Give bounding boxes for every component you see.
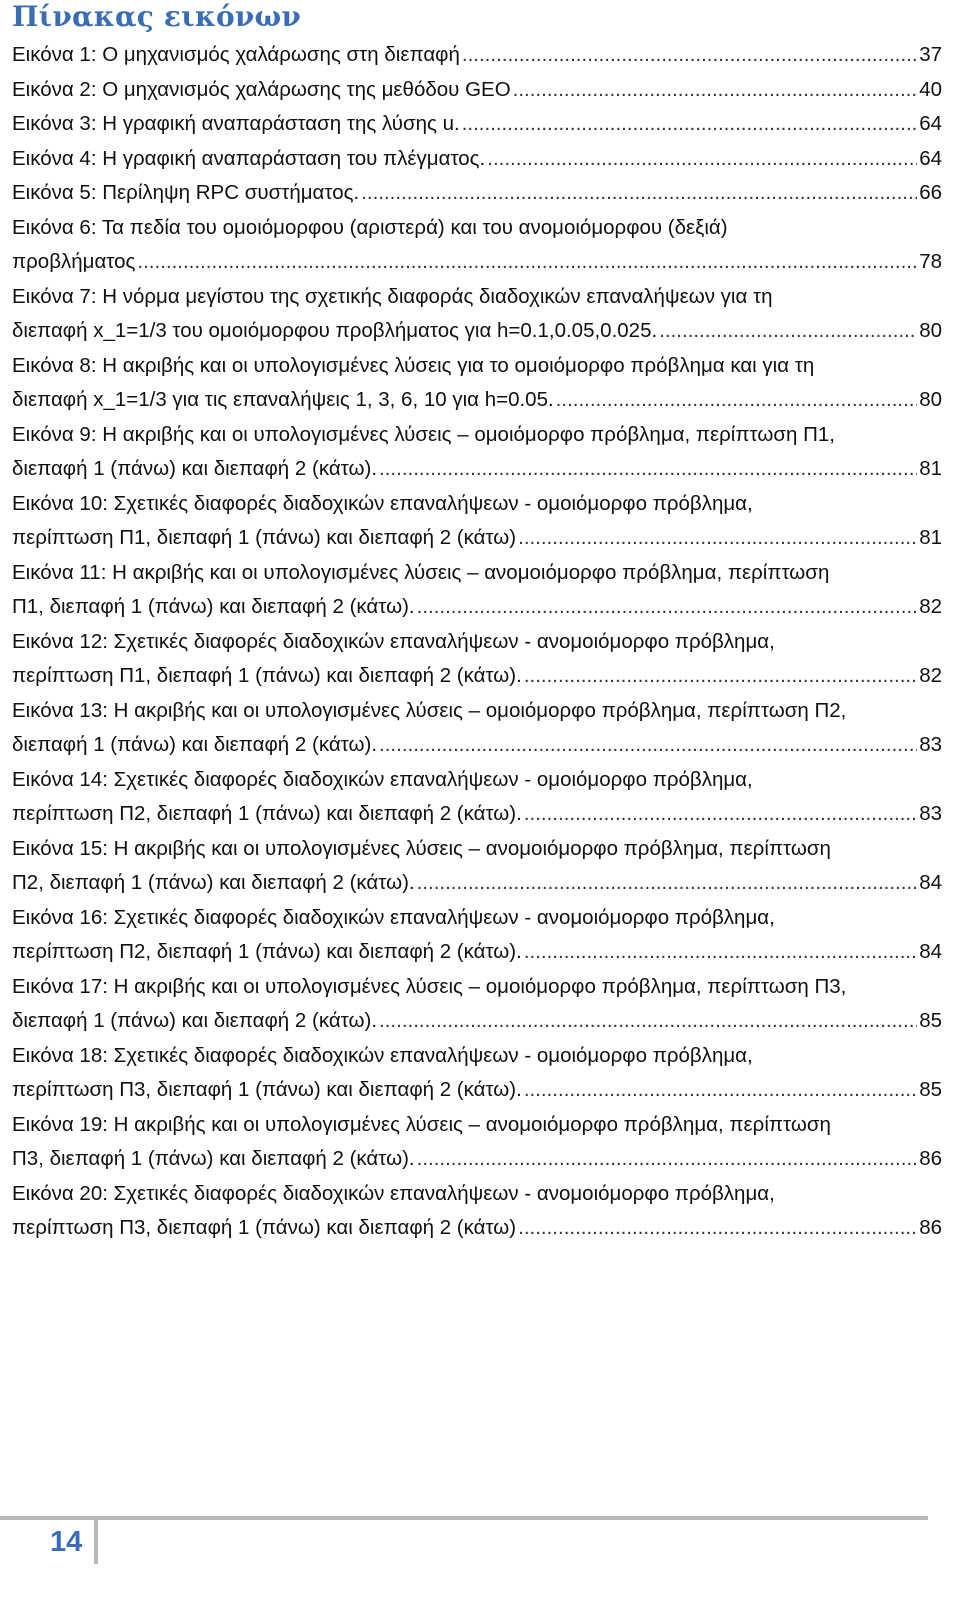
toc-entry[interactable] xyxy=(12,901,942,970)
toc-entry-text: Εικόνα 6: Τα πεδία του ομοιόμορφου (αριστερά) και του ανομοιόμορφου (δεξιά) xyxy=(12,215,728,239)
dot-leader xyxy=(379,728,917,763)
toc-entry-text: Εικόνα 3: Η γραφική αναπαράσταση της λύσης u. xyxy=(12,112,460,135)
dot-leader xyxy=(417,866,918,901)
toc-entry[interactable] xyxy=(12,763,942,832)
toc-entry-text: Εικόνα 20: Σχετικές διαφορές διαδοχικών επαναλήψεων - ανομοιόμορφο πρόβλημα, xyxy=(12,1181,775,1205)
toc-page-number: 64 xyxy=(919,146,942,170)
toc-entry-last-line xyxy=(12,797,942,832)
dot-leader xyxy=(379,1004,917,1039)
toc-entry[interactable] xyxy=(12,1108,942,1177)
toc-entry[interactable] xyxy=(12,832,942,901)
toc-entry-text: περίπτωση Π2, διεπαφή 1 (πάνω) και διεπαφή 2 (κάτω). xyxy=(12,802,522,825)
toc-entry-text: Εικόνα 11: Η ακριβής και οι υπολογισμένες λύσεις – ανομοιόμορφο πρόβλημα, περίπτωση xyxy=(12,560,830,584)
toc-page-number: 83 xyxy=(919,733,942,756)
toc-entry-text: διεπαφή x_1=1/3 για τις επαναλήψεις 1, 3, 6, 10 για h=0.05. xyxy=(12,388,554,411)
toc-entry-text: Εικόνα 18: Σχετικές διαφορές διαδοχικών επαναλήψεων - ομοιόμορφο πρόβλημα, xyxy=(12,1043,753,1067)
dot-leader xyxy=(659,314,917,349)
toc-entry[interactable] xyxy=(12,107,942,142)
toc-entry[interactable] xyxy=(12,211,942,280)
dot-leader xyxy=(462,38,917,73)
toc-entry-text: Εικόνα 8: Η ακριβής και οι υπολογισμένες λύσεις για το ομοιόμορφο πρόβλημα και για τη xyxy=(12,353,815,377)
toc-entry-text: Εικόνα 16: Σχετικές διαφορές διαδοχικών επαναλήψεων - ανομοιόμορφο πρόβλημα, xyxy=(12,905,775,929)
toc-entry-text: Εικόνα 15: Η ακριβής και οι υπολογισμένες λύσεις – ανομοιόμορφο πρόβλημα, περίπτωση xyxy=(12,836,831,860)
toc-entry[interactable] xyxy=(12,1177,942,1246)
toc-entry-text: διεπαφή 1 (πάνω) και διεπαφή 2 (κάτω). xyxy=(12,1009,378,1032)
toc-page-number: 83 xyxy=(919,802,942,825)
toc-entry[interactable] xyxy=(12,556,942,625)
dot-leader xyxy=(524,797,917,832)
toc-entry-last-line xyxy=(12,1142,942,1177)
toc-entry-text: προβλήματος xyxy=(12,250,136,273)
table-of-figures xyxy=(12,38,942,1246)
dot-leader xyxy=(462,107,918,142)
toc-entry-last-line xyxy=(12,1211,942,1246)
toc-entry-last-line xyxy=(12,176,942,211)
toc-page-number: 80 xyxy=(919,319,942,342)
toc-entry[interactable] xyxy=(12,176,942,211)
toc-entry-last-line xyxy=(12,452,942,487)
toc-entry[interactable] xyxy=(12,38,942,73)
toc-page-number: 85 xyxy=(919,1078,942,1101)
toc-entry-text: Εικόνα 14: Σχετικές διαφορές διαδοχικών επαναλήψεων - ομοιόμορφο πρόβλημα, xyxy=(12,767,753,791)
toc-entry-text: Εικόνα 19: Η ακριβής και οι υπολογισμένες λύσεις – ανομοιόμορφο πρόβλημα, περίπτωση xyxy=(12,1112,831,1136)
toc-entry-text: Εικόνα 2: Ο μηχανισμός χαλάρωσης της μεθόδου GEO xyxy=(12,77,511,101)
toc-entry-text: Εικόνα 13: Η ακριβής και οι υπολογισμένες λύσεις – ομοιόμορφο πρόβλημα, περίπτωση Π2, xyxy=(12,698,847,722)
toc-entry-text: διεπαφή 1 (πάνω) και διεπαφή 2 (κάτω). xyxy=(12,457,378,480)
toc-entry[interactable] xyxy=(12,349,942,418)
toc-page-number: 78 xyxy=(919,250,942,273)
toc-entry-last-line xyxy=(12,142,942,177)
toc-entry-last-line xyxy=(12,866,942,901)
toc-entry-last-line xyxy=(12,38,942,73)
toc-entry[interactable] xyxy=(12,1039,942,1108)
toc-page-number: 85 xyxy=(919,1009,942,1032)
dot-leader xyxy=(361,176,917,211)
toc-entry-text: Εικόνα 7: Η νόρμα μεγίστου της σχετικής διαφοράς διαδοχικών επαναλήψεων για τη xyxy=(12,284,773,308)
toc-entry[interactable] xyxy=(12,142,942,177)
dot-leader xyxy=(417,590,918,625)
toc-entry[interactable] xyxy=(12,73,942,108)
toc-page-number: 40 xyxy=(919,77,942,101)
toc-entry-text: Π3, διεπαφή 1 (πάνω) και διεπαφή 2 (κάτω). xyxy=(12,1147,415,1170)
toc-entry-text: περίπτωση Π2, διεπαφή 1 (πάνω) και διεπαφή 2 (κάτω). xyxy=(12,940,522,963)
toc-entry-text: Εικόνα 4: Η γραφική αναπαράσταση του πλέγματος. xyxy=(12,146,486,170)
toc-entry[interactable] xyxy=(12,418,942,487)
toc-entry[interactable] xyxy=(12,970,942,1039)
toc-page-number: 82 xyxy=(919,595,942,618)
dot-leader xyxy=(524,1073,917,1108)
toc-entry-last-line xyxy=(12,1004,942,1039)
dot-leader xyxy=(417,1142,918,1177)
toc-entry-text: διεπαφή 1 (πάνω) και διεπαφή 2 (κάτω). xyxy=(12,733,378,756)
toc-page-number: 64 xyxy=(919,112,942,135)
toc-page-number: 66 xyxy=(919,181,942,204)
toc-page-number: 81 xyxy=(919,457,942,480)
dot-leader xyxy=(524,935,917,970)
toc-page-number: 84 xyxy=(919,940,942,963)
toc-entry-last-line xyxy=(12,107,942,142)
page-number: 14 xyxy=(50,1526,83,1558)
toc-page-number: 86 xyxy=(919,1216,942,1239)
toc-entry-last-line xyxy=(12,521,942,556)
toc-entry[interactable] xyxy=(12,280,942,349)
toc-entry-text: Εικόνα 12: Σχετικές διαφορές διαδοχικών επαναλήψεων - ανομοιόμορφο πρόβλημα, xyxy=(12,629,775,653)
toc-entry-last-line xyxy=(12,659,942,694)
footer-divider xyxy=(94,1516,98,1564)
toc-entry-text: Εικόνα 10: Σχετικές διαφορές διαδοχικών επαναλήψεων - ομοιόμορφο πρόβλημα, xyxy=(12,491,753,515)
toc-page-number: 37 xyxy=(919,43,942,66)
toc-entry-text: περίπτωση Π3, διεπαφή 1 (πάνω) και διεπαφή 2 (κάτω). xyxy=(12,1078,522,1101)
toc-entry-text: περίπτωση Π1, διεπαφή 1 (πάνω) και διεπαφή 2 (κάτω). xyxy=(12,664,522,687)
toc-entry-last-line xyxy=(12,73,942,108)
toc-entry-last-line xyxy=(12,245,942,280)
toc-entry-last-line xyxy=(12,935,942,970)
toc-entry-last-line xyxy=(12,383,942,418)
toc-entry-last-line xyxy=(12,314,942,349)
toc-entry-last-line xyxy=(12,590,942,625)
toc-entry[interactable] xyxy=(12,694,942,763)
toc-entry-text: Π2, διεπαφή 1 (πάνω) και διεπαφή 2 (κάτω). xyxy=(12,871,415,894)
footer-rule xyxy=(0,1516,928,1520)
toc-page-number: 81 xyxy=(919,526,942,549)
dot-leader xyxy=(518,521,917,556)
toc-entry-text: Εικόνα 1: Ο μηχανισμός χαλάρωσης στη διεπαφή xyxy=(12,43,460,66)
dot-leader xyxy=(379,452,917,487)
page-title: Πίνακας εικόνων xyxy=(12,0,302,33)
toc-entry-text: περίπτωση Π3, διεπαφή 1 (πάνω) και διεπαφή 2 (κάτω) xyxy=(12,1216,517,1239)
dot-leader xyxy=(137,245,917,280)
dot-leader xyxy=(524,659,917,694)
dot-leader xyxy=(487,142,917,177)
toc-entry[interactable] xyxy=(12,625,942,694)
toc-page-number: 82 xyxy=(919,664,942,687)
toc-entry-last-line xyxy=(12,1073,942,1108)
toc-page-number: 86 xyxy=(919,1147,942,1170)
dot-leader xyxy=(513,73,918,108)
toc-entry[interactable] xyxy=(12,487,942,556)
toc-page-number: 84 xyxy=(919,871,942,894)
toc-entry-last-line xyxy=(12,728,942,763)
toc-entry-text: Εικόνα 5: Περίληψη RPC συστήματος. xyxy=(12,181,360,204)
dot-leader xyxy=(556,383,918,418)
toc-entry-text: Εικόνα 17: Η ακριβής και οι υπολογισμένες λύσεις – ομοιόμορφο πρόβλημα, περίπτωση Π3, xyxy=(12,974,847,998)
toc-page-number: 80 xyxy=(919,388,942,411)
toc-entry-text: Π1, διεπαφή 1 (πάνω) και διεπαφή 2 (κάτω). xyxy=(12,595,415,618)
toc-entry-text: Εικόνα 9: Η ακριβής και οι υπολογισμένες λύσεις – ομοιόμορφο πρόβλημα, περίπτωση Π1, xyxy=(12,422,835,446)
toc-entry-text: διεπαφή x_1=1/3 του ομοιόμορφου προβλήματος για h=0.1,0.05,0.025. xyxy=(12,319,658,342)
toc-entry-text: περίπτωση Π1, διεπαφή 1 (πάνω) και διεπαφή 2 (κάτω) xyxy=(12,526,517,549)
dot-leader xyxy=(518,1211,917,1246)
